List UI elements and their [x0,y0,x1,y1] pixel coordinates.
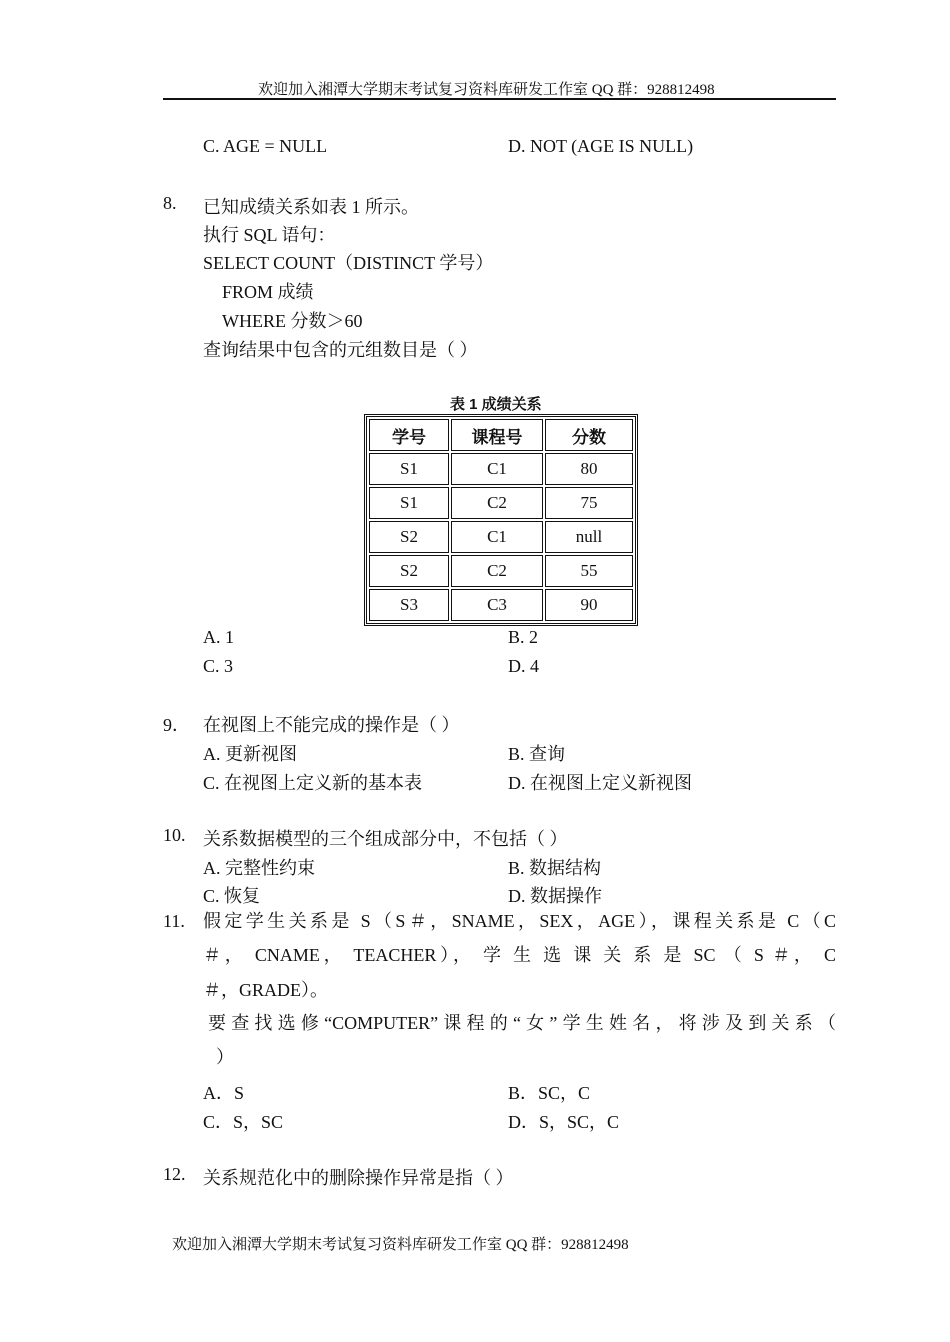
q9-option-d: D. 在视图上定义新视图 [508,773,692,793]
q8-option-c: C. 3 [203,656,234,676]
q8-sql-from: FROM 成绩 [222,282,314,302]
q7-option-d: D. NOT (AGE IS NULL) [508,136,694,156]
q10-stem: 关系数据模型的三个组成部分中，不包括（ ） [203,829,568,849]
q8-query: 查询结果中包含的元组数目是（ ） [203,340,478,360]
q8-stem: 已知成绩关系如表 1 所示。 [203,197,419,217]
q11-option-c: C．S，SC [203,1112,284,1132]
cell-student-id: S1 [369,453,449,485]
cell-score: 55 [545,555,633,587]
table-header-row [369,419,633,451]
q8-option-a: A. 1 [203,627,234,647]
q8-option-b: B. 2 [508,627,539,647]
q11-stem-line-2: ＃， CNAME， TEACHER）， 学 生 选 课 关 系 是 SC （ S ＃， C [203,945,836,965]
q9-number: 9． [163,715,190,735]
q11-number: 11. [163,911,185,931]
q11-stem-line-5: ） [216,1047,234,1067]
cell-course-id: C1 [451,453,543,485]
q10-option-b: B. 数据结构 [508,858,602,878]
q9-option-b: B. 查询 [508,744,566,764]
q11-option-a: A．S [203,1083,245,1103]
q11-stem-line-3: ＃，GRADE）。 [203,980,328,1000]
header-score: 分数 [545,419,633,451]
q10-option-c: C. 恢复 [203,886,261,906]
header-student-id: 学号 [369,419,449,451]
q9-option-c: C. 在视图上定义新的基本表 [203,773,423,793]
q11-stem-line-1: 假定学生关系是 S（S＃，SNAME，SEX，AGE），课程关系是 C（C [203,911,836,931]
table-caption: 表 1 成绩关系 [450,396,542,413]
cell-score: 90 [545,589,633,621]
q8-exec-label: 执行 SQL 语句： [203,225,336,245]
q11-option-d: D．S，SC，C [508,1112,620,1132]
table-row [369,521,633,553]
cell-student-id: S3 [369,589,449,621]
cell-course-id: C2 [451,487,543,519]
page-footer: 欢迎加入湘潭大学期末考试复习资料库研发工作室 QQ 群：928812498 [172,1237,629,1253]
table-row [369,453,633,485]
q8-sql-select: SELECT COUNT（DISTINCT 学号） [203,253,494,273]
table-row [369,589,633,621]
q10-number: 10. [163,825,186,845]
cell-score: null [545,521,633,553]
score-table [364,414,638,626]
q12-stem: 关系规范化中的删除操作异常是指（ ） [203,1168,514,1188]
header-rule [163,98,836,100]
header-course-id: 课程号 [451,419,543,451]
cell-student-id: S2 [369,555,449,587]
table-row [369,555,633,587]
q7-option-c: C. AGE = NULL [203,136,328,156]
q10-option-a: A. 完整性约束 [203,858,315,878]
q9-option-a: A. 更新视图 [203,744,297,764]
cell-student-id: S2 [369,521,449,553]
q11-option-b: B．SC，C [508,1083,591,1103]
cell-course-id: C1 [451,521,543,553]
q11-stem-line-4: 要查找选修“COMPUTER”课程的“女”学生姓名，将涉及到关系（ [208,1013,836,1033]
q8-sql-where: WHERE 分数＞60 [222,311,363,331]
q12-number: 12. [163,1164,186,1184]
table-row [369,487,633,519]
q9-stem: 在视图上不能完成的操作是（ ） [203,715,460,735]
cell-course-id: C3 [451,589,543,621]
q8-number: 8. [163,193,177,213]
cell-student-id: S1 [369,487,449,519]
cell-course-id: C2 [451,555,543,587]
q10-option-d: D. 数据操作 [508,886,602,906]
cell-score: 80 [545,453,633,485]
q8-option-d: D. 4 [508,656,539,676]
page-header: 欢迎加入湘潭大学期末考试复习资料库研发工作室 QQ 群：928812498 [258,82,715,98]
cell-score: 75 [545,487,633,519]
